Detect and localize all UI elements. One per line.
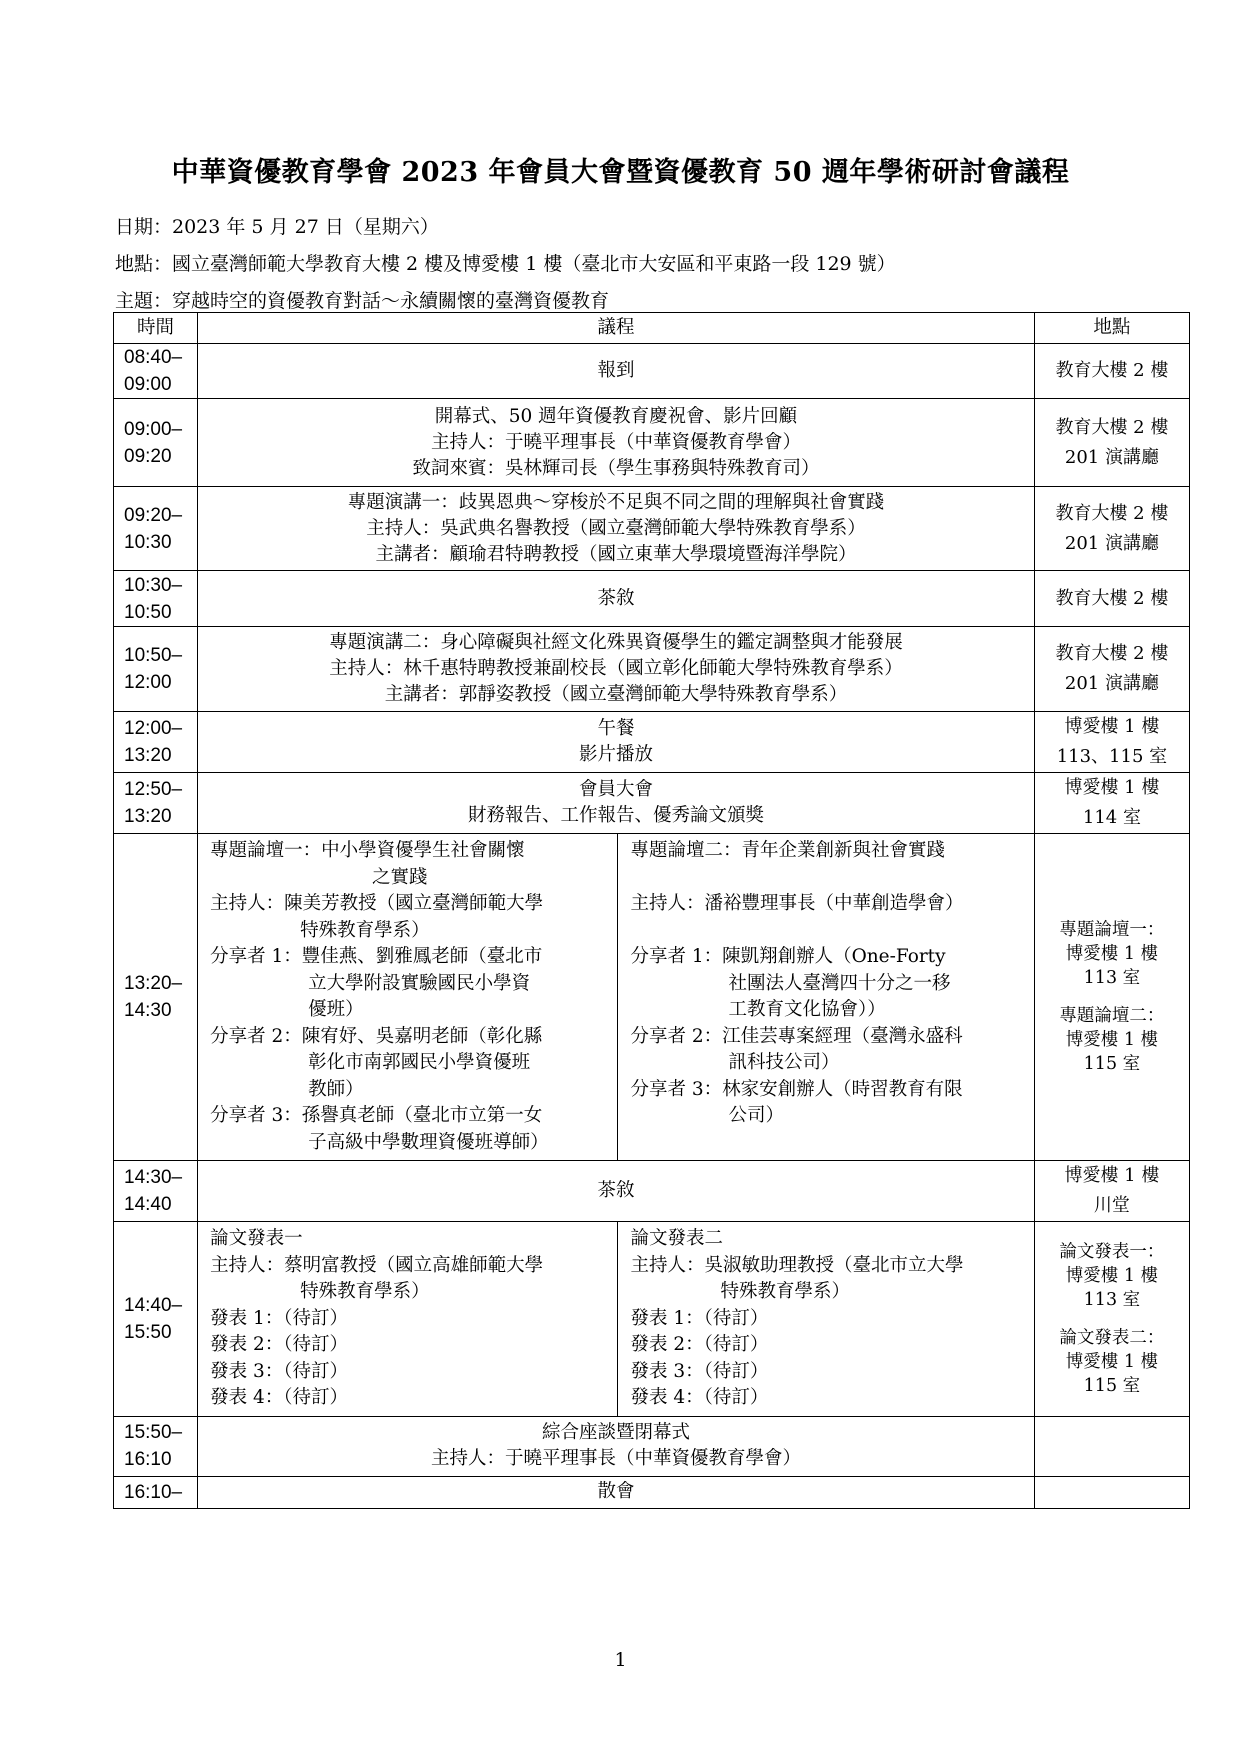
table-row [114,627,1190,712]
paper-one-cell: 論文發表一 主持人：蔡明富教授（國立高雄師範大學 特殊教育學系） 發表 1：（待訂） 發表 2：（待訂） 發表 3：（待訂） 發表 4：（待訂） [198,1222,618,1417]
program-cell: 會員大會 財務報告、工作報告、優秀論文頒獎 [198,773,1035,834]
program-cell: 綜合座談暨閉幕式 主持人：于曉平理事長（中華資優教育學會） [198,1416,1035,1476]
time-cell: 13:20– 14:30 [114,834,198,1161]
place-cell: 專題論壇一： 博愛樓 1 樓 113 室 專題論壇二： 博愛樓 1 樓 115 室 [1034,834,1189,1161]
page-number: 1 [614,1649,627,1671]
program-cell: 茶敘 [198,571,1035,627]
place-cell: 論文發表一： 博愛樓 1 樓 113 室 論文發表二： 博愛樓 1 樓 115 室 [1034,1222,1189,1417]
place-cell: 教育大樓 2 樓 [1034,571,1189,627]
program-cell: 散會 [198,1476,1035,1508]
time-cell: 16:10– [114,1476,198,1508]
forum-two-cell: 專題論壇二：青年企業創新與社會實踐 主持人：潘裕豐理事長（中華創造學會） 分享者 1：陳凱翔創辦人（One-Forty 社團法人臺灣四十分之一移 工教育文化協會）） 分享者 2：江佳芸專案經理（臺灣永盛科 訊科技公司） 分享者 3：林家安創辦人（時習教育有限 公司） [618,834,1034,1161]
program-cell: 開幕式、50 週年資優教育慶祝會、影片回顧 主持人：于曉平理事長（中華資優教育學會） 致詞來賓：吳林輝司長（學生事務與特殊教育司） [198,399,1035,487]
place-cell [1034,1476,1189,1508]
time-cell: 12:00– 13:20 [114,712,198,773]
page-title: 中華資優教育學會 2023 年會員大會暨資優教育 50 週年學術研討會議程 [171,157,1070,188]
table-row-papers [114,1222,1190,1417]
table-row-forums [114,834,1190,1161]
place-cell: 教育大樓 2 樓 [1034,344,1189,399]
place-cell: 博愛樓 1 樓 113、115 室 [1034,712,1189,773]
agenda-table [113,312,1190,1509]
event-theme: 主題：穿越時空的資優教育對話～永續關懷的臺灣資優教育 [115,290,610,312]
time-cell: 14:30– 14:40 [114,1161,198,1222]
header-time: 時間 [114,313,198,344]
table-row [114,1416,1190,1476]
time-cell: 10:30– 10:50 [114,571,198,627]
time-cell: 09:00– 09:20 [114,399,198,487]
table-row [114,773,1190,834]
time-cell: 15:50– 16:10 [114,1416,198,1476]
place-cell: 教育大樓 2 樓 201 演講廳 [1034,627,1189,712]
table-row [114,712,1190,773]
program-cell: 報到 [198,344,1035,399]
header-place: 地點 [1034,313,1189,344]
place-cell: 博愛樓 1 樓 川堂 [1034,1161,1189,1222]
time-cell: 08:40– 09:00 [114,344,198,399]
place-cell [1034,1416,1189,1476]
program-cell: 午餐 影片播放 [198,712,1035,773]
table-row [114,487,1190,571]
time-cell: 10:50– 12:00 [114,627,198,712]
table-row [114,1476,1190,1508]
time-cell: 14:40– 15:50 [114,1222,198,1417]
time-cell: 09:20– 10:30 [114,487,198,571]
place-cell: 教育大樓 2 樓 201 演講廳 [1034,487,1189,571]
place-cell: 教育大樓 2 樓 201 演講廳 [1034,399,1189,487]
program-cell: 專題演講一：歧異恩典～穿梭於不足與不同之間的理解與社會實踐 主持人：吳武典名譽教授（國立臺灣師範大學特殊教育學系） 主講者：顧瑜君特聘教授（國立東華大學環境暨海洋學院） [198,487,1035,571]
program-cell: 茶敘 [198,1161,1035,1222]
table-row [114,1161,1190,1222]
header-program: 議程 [198,313,1035,344]
time-cell: 12:50– 13:20 [114,773,198,834]
table-row [114,571,1190,627]
forum-one-cell: 專題論壇一：中小學資優學生社會關懷 之實踐 主持人：陳美芳教授（國立臺灣師範大學 特殊教育學系） 分享者 1：豐佳燕、劉雅鳳老師（臺北市 立大學附設實驗國民小學資 優班） 分享者 2：陳宥妤、吳嘉明老師（彰化縣 彰化市南郭國民小學資優班 教師） 分享者 3：孫譽真老師（臺北市立第一女 子高級中學數理資優班導師） [198,834,618,1161]
table-row [114,399,1190,487]
event-date: 日期：2023 年 5 月 27 日（星期六） [115,216,439,238]
paper-two-cell: 論文發表二 主持人：吳淑敏助理教授（臺北市立大學 特殊教育學系） 發表 1：（待訂） 發表 2：（待訂） 發表 3：（待訂） 發表 4：（待訂） [618,1222,1034,1417]
table-header-row [114,313,1190,344]
table-row [114,344,1190,399]
program-cell: 專題演講二：身心障礙與社經文化殊異資優學生的鑑定調整與才能發展 主持人：林千惠特聘教授兼副校長（國立彰化師範大學特殊教育學系） 主講者：郭靜姿教授（國立臺灣師範大學特殊教育學系） [198,627,1035,712]
event-location: 地點：國立臺灣師範大學教育大樓 2 樓及博愛樓 1 樓（臺北市大安區和平東路一段 129 號） [115,253,896,275]
place-cell: 博愛樓 1 樓 114 室 [1034,773,1189,834]
